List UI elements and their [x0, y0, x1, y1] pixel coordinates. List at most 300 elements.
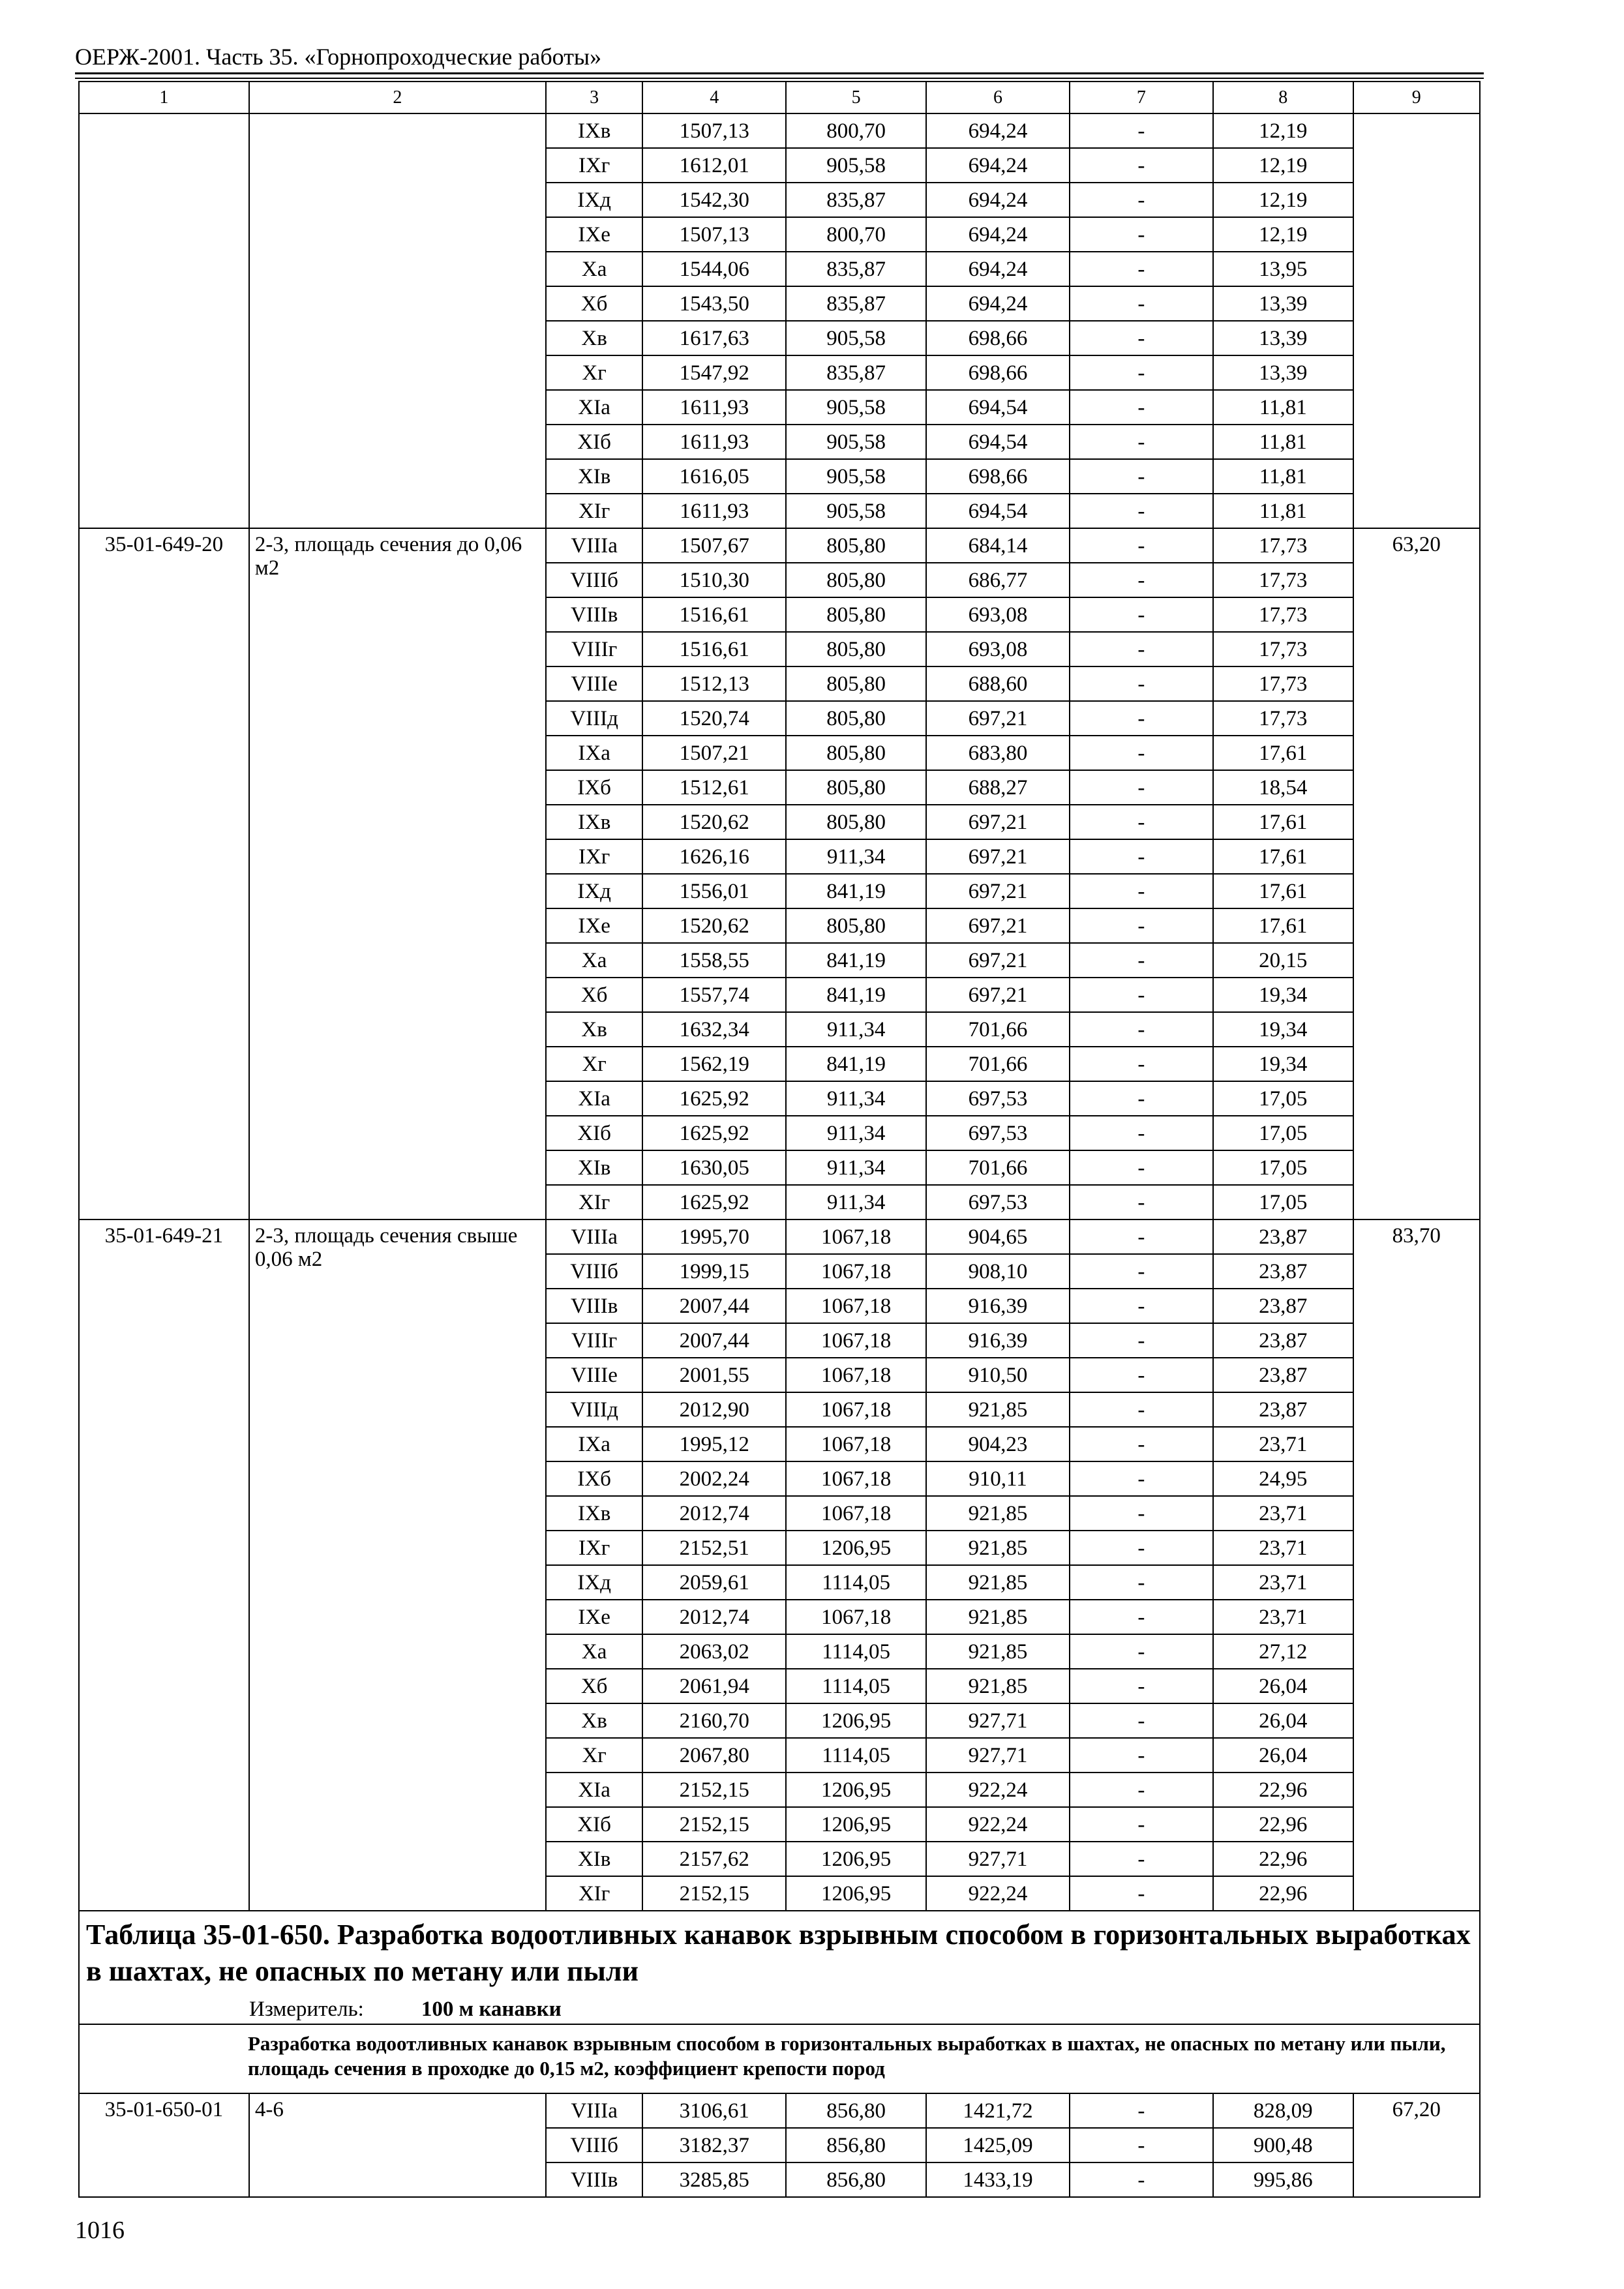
cell-zone: IXе: [546, 217, 642, 252]
cell-zone: VIIIе: [546, 1358, 642, 1392]
measure-unit: [86, 1996, 1473, 2022]
cell-materials: 24,95: [1213, 1461, 1353, 1496]
cell-wages: 805,80: [786, 528, 926, 563]
cell-zone: XIа: [546, 390, 642, 425]
cell-materials: 12,19: [1213, 148, 1353, 183]
cell-materials: 26,04: [1213, 1703, 1353, 1738]
cell-machines: 922,24: [926, 1773, 1070, 1807]
cell-materials: 19,34: [1213, 1012, 1353, 1047]
cell-driver-wages: -: [1070, 1081, 1213, 1116]
cell-driver-wages: -: [1070, 148, 1213, 183]
cell-materials: 17,73: [1213, 597, 1353, 632]
cell-driver-wages: -: [1070, 286, 1213, 321]
cell-materials: 13,95: [1213, 252, 1353, 286]
cell-zone: VIIIб: [546, 1254, 642, 1289]
cell-materials: 22,96: [1213, 1842, 1353, 1876]
cell-wages: 800,70: [786, 113, 926, 148]
cell-zone: Xг: [546, 1738, 642, 1773]
cell-driver-wages: -: [1070, 2162, 1213, 2197]
cell-driver-wages: -: [1070, 183, 1213, 217]
cell-total-cost: 1632,34: [642, 1012, 786, 1047]
cell-machines: 1433,19: [926, 2162, 1070, 2197]
cell-zone: IXд: [546, 874, 642, 908]
cell-driver-wages: -: [1070, 1565, 1213, 1600]
cell-zone: IXб: [546, 1461, 642, 1496]
cell-wages: 805,80: [786, 666, 926, 701]
cell-zone: XIб: [546, 1807, 642, 1842]
cell-materials: 11,81: [1213, 494, 1353, 528]
table-subheading: Разработка водоотливных канавок взрывным способом в горизонтальных выработках в шахтах, не опасных по метану или пыли, площадь сечения в проходке до 0,15 м2, коэффициент крепости пород: [79, 2024, 1480, 2093]
cell-materials: 26,04: [1213, 1669, 1353, 1703]
cell-wages: 1067,18: [786, 1254, 926, 1289]
cell-wages: 1067,18: [786, 1392, 926, 1427]
cell-driver-wages: -: [1070, 1116, 1213, 1150]
cell-materials: 17,05: [1213, 1081, 1353, 1116]
cell-materials: 23,87: [1213, 1392, 1353, 1427]
cell-wages: 911,34: [786, 839, 926, 874]
cell-machines: 1421,72: [926, 2093, 1070, 2128]
cell-total-cost: 1558,55: [642, 943, 786, 978]
cell-driver-wages: -: [1070, 908, 1213, 943]
cell-total-cost: 1995,70: [642, 1219, 786, 1254]
cell-driver-wages: -: [1070, 1807, 1213, 1842]
cell-total-cost: 2152,15: [642, 1807, 786, 1842]
cell-zone: Xг: [546, 355, 642, 390]
cell-materials: 12,19: [1213, 217, 1353, 252]
cell-machines: 697,21: [926, 908, 1070, 943]
cell-driver-wages: -: [1070, 839, 1213, 874]
header-rule: [75, 78, 1484, 79]
cell-materials: 23,87: [1213, 1254, 1353, 1289]
cell-zone: IXв: [546, 113, 642, 148]
cell-total-cost: 1520,62: [642, 908, 786, 943]
cell-materials: 18,54: [1213, 770, 1353, 805]
cell-driver-wages: -: [1070, 1150, 1213, 1185]
cell-materials: 900,48: [1213, 2128, 1353, 2162]
cell-total-cost: 1557,74: [642, 978, 786, 1012]
cell-driver-wages: -: [1070, 1289, 1213, 1323]
table-row: [79, 2093, 1480, 2128]
cell-zone: Xа: [546, 943, 642, 978]
cell-zone: Xв: [546, 321, 642, 355]
column-number: 3: [546, 82, 642, 113]
cell-driver-wages: -: [1070, 1323, 1213, 1358]
cell-driver-wages: -: [1070, 978, 1213, 1012]
cell-driver-wages: -: [1070, 1185, 1213, 1219]
cell-machines: 698,66: [926, 459, 1070, 494]
cell-wages: 1206,95: [786, 1703, 926, 1738]
cell-driver-wages: -: [1070, 1876, 1213, 1911]
cell-machines: 910,50: [926, 1358, 1070, 1392]
cell-zone: VIIIв: [546, 1289, 642, 1323]
cell-materials: 17,61: [1213, 839, 1353, 874]
cell-wages: 1206,95: [786, 1773, 926, 1807]
cell-zone: XIв: [546, 1150, 642, 1185]
table-row: [79, 1219, 1480, 1254]
cell-total-cost: 1507,67: [642, 528, 786, 563]
cell-total-cost: 1512,13: [642, 666, 786, 701]
cell-labor-rate: 67,20: [1353, 2093, 1480, 2197]
cell-materials: 22,96: [1213, 1876, 1353, 1911]
column-number: 9: [1353, 82, 1480, 113]
column-number: 8: [1213, 82, 1353, 113]
cell-machines: 683,80: [926, 736, 1070, 770]
cell-zone: VIIIв: [546, 2162, 642, 2197]
cell-total-cost: 2152,51: [642, 1531, 786, 1565]
cell-total-cost: 1507,13: [642, 113, 786, 148]
cell-driver-wages: -: [1070, 1219, 1213, 1254]
cell-machines: 916,39: [926, 1289, 1070, 1323]
cell-driver-wages: -: [1070, 252, 1213, 286]
cell-machines: 698,66: [926, 355, 1070, 390]
cell-total-cost: 2012,90: [642, 1392, 786, 1427]
cell-wages: 835,87: [786, 252, 926, 286]
cell-wages: 1206,95: [786, 1531, 926, 1565]
cell-zone: VIIIа: [546, 1219, 642, 1254]
cell-materials: 23,87: [1213, 1323, 1353, 1358]
cell-driver-wages: -: [1070, 736, 1213, 770]
cell-wages: 1114,05: [786, 1565, 926, 1600]
measure-unit-label: Измеритель:: [249, 1997, 364, 2021]
cell-wages: 1067,18: [786, 1461, 926, 1496]
cell-machines: 697,53: [926, 1081, 1070, 1116]
cell-total-cost: 1562,19: [642, 1047, 786, 1081]
cell-driver-wages: -: [1070, 528, 1213, 563]
cell-materials: 19,34: [1213, 978, 1353, 1012]
cell-wages: 805,80: [786, 908, 926, 943]
cell-zone: Xа: [546, 252, 642, 286]
cell-materials: 17,05: [1213, 1116, 1353, 1150]
cell-machines: 697,21: [926, 805, 1070, 839]
column-number: 1: [79, 82, 249, 113]
cell-wages: 805,80: [786, 632, 926, 666]
cell-zone: IXг: [546, 839, 642, 874]
cell-total-cost: 2059,61: [642, 1565, 786, 1600]
cell-total-cost: 2007,44: [642, 1323, 786, 1358]
cell-driver-wages: -: [1070, 770, 1213, 805]
cell-driver-wages: -: [1070, 425, 1213, 459]
cell-machines: 684,14: [926, 528, 1070, 563]
cell-total-cost: 1611,93: [642, 494, 786, 528]
cell-wages: 835,87: [786, 286, 926, 321]
cell-wages: 911,34: [786, 1185, 926, 1219]
cell-wages: 905,58: [786, 321, 926, 355]
cell-machines: 921,85: [926, 1634, 1070, 1669]
cell-driver-wages: -: [1070, 1047, 1213, 1081]
cell-materials: 23,87: [1213, 1219, 1353, 1254]
cell-wages: 841,19: [786, 978, 926, 1012]
cell-wages: 911,34: [786, 1081, 926, 1116]
cell-materials: 27,12: [1213, 1634, 1353, 1669]
cell-total-cost: 1520,62: [642, 805, 786, 839]
cell-wages: 905,58: [786, 459, 926, 494]
cell-driver-wages: -: [1070, 1634, 1213, 1669]
table-title: Таблица 35-01-650. Разработка водоотливных канавок взрывным способом в горизонтальных выработках в шахтах, не опасных по метану или пыли: [86, 1919, 1471, 1987]
cell-total-cost: 2152,15: [642, 1876, 786, 1911]
cell-code: 35-01-649-21: [79, 1219, 249, 1911]
cell-machines: 693,08: [926, 597, 1070, 632]
cell-driver-wages: -: [1070, 355, 1213, 390]
cell-description: [249, 113, 546, 528]
cell-machines: 1425,09: [926, 2128, 1070, 2162]
cell-total-cost: 1507,21: [642, 736, 786, 770]
cell-wages: 805,80: [786, 736, 926, 770]
column-number: 2: [249, 82, 546, 113]
cell-zone: XIб: [546, 425, 642, 459]
cell-total-cost: 1516,61: [642, 597, 786, 632]
cell-zone: IXг: [546, 148, 642, 183]
cell-machines: 694,24: [926, 183, 1070, 217]
cell-wages: 856,80: [786, 2162, 926, 2197]
table-title-row: [79, 1911, 1480, 2024]
cell-materials: 19,34: [1213, 1047, 1353, 1081]
cell-wages: 856,80: [786, 2128, 926, 2162]
cell-total-cost: 1556,01: [642, 874, 786, 908]
cell-total-cost: 2061,94: [642, 1669, 786, 1703]
cell-driver-wages: -: [1070, 2128, 1213, 2162]
cell-zone: VIIIб: [546, 2128, 642, 2162]
cell-code: [79, 113, 249, 528]
cell-zone: IXа: [546, 1427, 642, 1461]
measure-unit-value: 100 м канавки: [421, 1997, 562, 2021]
cell-zone: XIа: [546, 1081, 642, 1116]
cell-total-cost: 1625,92: [642, 1116, 786, 1150]
cell-machines: 927,71: [926, 1842, 1070, 1876]
cell-total-cost: 1542,30: [642, 183, 786, 217]
cell-wages: 835,87: [786, 355, 926, 390]
cell-machines: 916,39: [926, 1323, 1070, 1358]
cell-materials: 20,15: [1213, 943, 1353, 978]
cell-zone: XIа: [546, 1773, 642, 1807]
cell-total-cost: 1520,74: [642, 701, 786, 736]
cell-wages: 1067,18: [786, 1323, 926, 1358]
cell-driver-wages: -: [1070, 874, 1213, 908]
cell-wages: 1114,05: [786, 1738, 926, 1773]
cell-materials: 17,61: [1213, 805, 1353, 839]
cell-total-cost: 1630,05: [642, 1150, 786, 1185]
cell-machines: 697,21: [926, 978, 1070, 1012]
column-number-row: [79, 82, 1480, 113]
cell-total-cost: 1626,16: [642, 839, 786, 874]
cell-driver-wages: -: [1070, 1703, 1213, 1738]
cell-materials: 17,73: [1213, 701, 1353, 736]
cell-driver-wages: -: [1070, 1358, 1213, 1392]
cell-driver-wages: -: [1070, 1842, 1213, 1876]
cell-materials: 23,71: [1213, 1565, 1353, 1600]
cell-machines: 701,66: [926, 1150, 1070, 1185]
cell-machines: 921,85: [926, 1392, 1070, 1427]
cell-driver-wages: -: [1070, 632, 1213, 666]
cell-wages: 1067,18: [786, 1289, 926, 1323]
cell-labor-rate: 83,70: [1353, 1219, 1480, 1911]
cell-machines: 921,85: [926, 1496, 1070, 1531]
cell-total-cost: 1611,93: [642, 425, 786, 459]
column-number: 4: [642, 82, 786, 113]
cell-driver-wages: -: [1070, 321, 1213, 355]
cell-wages: 1206,95: [786, 1876, 926, 1911]
cell-machines: 694,54: [926, 425, 1070, 459]
cell-zone: IXа: [546, 736, 642, 770]
cell-total-cost: 1616,05: [642, 459, 786, 494]
cell-machines: 694,24: [926, 113, 1070, 148]
table-subheading-row: [79, 2024, 1480, 2093]
cell-driver-wages: -: [1070, 1669, 1213, 1703]
cell-machines: 686,77: [926, 563, 1070, 597]
cell-code: 35-01-649-20: [79, 528, 249, 1219]
cell-machines: 922,24: [926, 1807, 1070, 1842]
cell-wages: 841,19: [786, 874, 926, 908]
cell-zone: Xв: [546, 1012, 642, 1047]
cell-materials: 23,87: [1213, 1358, 1353, 1392]
cell-wages: 1067,18: [786, 1358, 926, 1392]
cell-total-cost: 3285,85: [642, 2162, 786, 2197]
cell-machines: 694,54: [926, 494, 1070, 528]
cell-zone: VIIIа: [546, 2093, 642, 2128]
cell-wages: 1067,18: [786, 1600, 926, 1634]
cell-zone: XIб: [546, 1116, 642, 1150]
cell-driver-wages: -: [1070, 563, 1213, 597]
cell-materials: 17,05: [1213, 1150, 1353, 1185]
cell-zone: IXд: [546, 183, 642, 217]
cell-driver-wages: -: [1070, 390, 1213, 425]
cell-machines: 688,60: [926, 666, 1070, 701]
cell-description: 2-3, площадь сечения свыше 0,06 м2: [249, 1219, 546, 1911]
cell-materials: 17,61: [1213, 908, 1353, 943]
cell-zone: XIв: [546, 459, 642, 494]
cell-total-cost: 2160,70: [642, 1703, 786, 1738]
cell-wages: 1206,95: [786, 1842, 926, 1876]
cell-materials: 23,71: [1213, 1496, 1353, 1531]
cell-total-cost: 1547,92: [642, 355, 786, 390]
cell-materials: 17,73: [1213, 666, 1353, 701]
cell-driver-wages: -: [1070, 701, 1213, 736]
cell-machines: 694,24: [926, 217, 1070, 252]
cell-code: 35-01-650-01: [79, 2093, 249, 2197]
cell-driver-wages: -: [1070, 805, 1213, 839]
cell-machines: 701,66: [926, 1012, 1070, 1047]
cell-wages: 805,80: [786, 563, 926, 597]
cell-driver-wages: -: [1070, 1773, 1213, 1807]
page-number: 1016: [75, 2217, 125, 2244]
cell-machines: 698,66: [926, 321, 1070, 355]
column-number: 6: [926, 82, 1070, 113]
cell-zone: XIв: [546, 1842, 642, 1876]
column-number: 7: [1070, 82, 1213, 113]
header-rule: [75, 72, 1484, 74]
cell-zone: XIг: [546, 1185, 642, 1219]
cell-driver-wages: -: [1070, 217, 1213, 252]
cell-wages: 805,80: [786, 701, 926, 736]
cell-total-cost: 1544,06: [642, 252, 786, 286]
cell-machines: 693,08: [926, 632, 1070, 666]
cell-labor-rate: [1353, 113, 1480, 528]
cell-materials: 11,81: [1213, 459, 1353, 494]
cell-total-cost: 1999,15: [642, 1254, 786, 1289]
cell-zone: VIIIд: [546, 1392, 642, 1427]
cell-zone: Xг: [546, 1047, 642, 1081]
cell-materials: 22,96: [1213, 1773, 1353, 1807]
table-title-cell: [79, 1911, 1480, 2024]
cell-wages: 905,58: [786, 390, 926, 425]
cell-materials: 11,81: [1213, 425, 1353, 459]
cell-machines: 697,21: [926, 839, 1070, 874]
cell-driver-wages: -: [1070, 2093, 1213, 2128]
cell-materials: 11,81: [1213, 390, 1353, 425]
cell-wages: 1206,95: [786, 1807, 926, 1842]
cell-total-cost: 2012,74: [642, 1600, 786, 1634]
cell-zone: VIIIг: [546, 1323, 642, 1358]
cell-labor-rate: 63,20: [1353, 528, 1480, 1219]
price-table: [78, 81, 1481, 2198]
cell-materials: 12,19: [1213, 183, 1353, 217]
cell-wages: 805,80: [786, 770, 926, 805]
cell-driver-wages: -: [1070, 597, 1213, 632]
cell-machines: 922,24: [926, 1876, 1070, 1911]
cell-total-cost: 1617,63: [642, 321, 786, 355]
cell-materials: 17,73: [1213, 563, 1353, 597]
cell-total-cost: 2067,80: [642, 1738, 786, 1773]
cell-zone: Xв: [546, 1703, 642, 1738]
cell-zone: VIIIв: [546, 597, 642, 632]
cell-zone: XIг: [546, 1876, 642, 1911]
cell-materials: 17,73: [1213, 632, 1353, 666]
cell-machines: 697,21: [926, 874, 1070, 908]
cell-driver-wages: -: [1070, 1461, 1213, 1496]
cell-zone: Xб: [546, 286, 642, 321]
cell-total-cost: 1507,13: [642, 217, 786, 252]
cell-zone: IXб: [546, 770, 642, 805]
cell-driver-wages: -: [1070, 113, 1213, 148]
table-row: [79, 113, 1480, 148]
cell-driver-wages: -: [1070, 494, 1213, 528]
cell-description: 2-3, площадь сечения до 0,06 м2: [249, 528, 546, 1219]
cell-driver-wages: -: [1070, 459, 1213, 494]
cell-zone: VIIIа: [546, 528, 642, 563]
cell-machines: 697,53: [926, 1116, 1070, 1150]
cell-driver-wages: -: [1070, 1496, 1213, 1531]
cell-machines: 694,24: [926, 286, 1070, 321]
cell-machines: 697,21: [926, 701, 1070, 736]
cell-zone: VIIIд: [546, 701, 642, 736]
cell-driver-wages: -: [1070, 666, 1213, 701]
cell-total-cost: 1516,61: [642, 632, 786, 666]
cell-total-cost: 1543,50: [642, 286, 786, 321]
cell-materials: 12,19: [1213, 113, 1353, 148]
cell-wages: 905,58: [786, 425, 926, 459]
cell-machines: 904,65: [926, 1219, 1070, 1254]
table-row: [79, 528, 1480, 563]
cell-driver-wages: -: [1070, 1600, 1213, 1634]
cell-driver-wages: -: [1070, 1738, 1213, 1773]
cell-materials: 17,61: [1213, 736, 1353, 770]
cell-driver-wages: -: [1070, 1254, 1213, 1289]
cell-wages: 805,80: [786, 805, 926, 839]
cell-machines: 921,85: [926, 1531, 1070, 1565]
column-number: 5: [786, 82, 926, 113]
cell-wages: 841,19: [786, 943, 926, 978]
cell-wages: 911,34: [786, 1116, 926, 1150]
cell-driver-wages: -: [1070, 1012, 1213, 1047]
cell-description: 4-6: [249, 2093, 546, 2197]
cell-total-cost: 1510,30: [642, 563, 786, 597]
cell-zone: XIг: [546, 494, 642, 528]
cell-materials: 13,39: [1213, 355, 1353, 390]
cell-wages: 805,80: [786, 597, 926, 632]
cell-total-cost: 1512,61: [642, 770, 786, 805]
cell-materials: 17,05: [1213, 1185, 1353, 1219]
cell-materials: 23,71: [1213, 1427, 1353, 1461]
cell-wages: 841,19: [786, 1047, 926, 1081]
